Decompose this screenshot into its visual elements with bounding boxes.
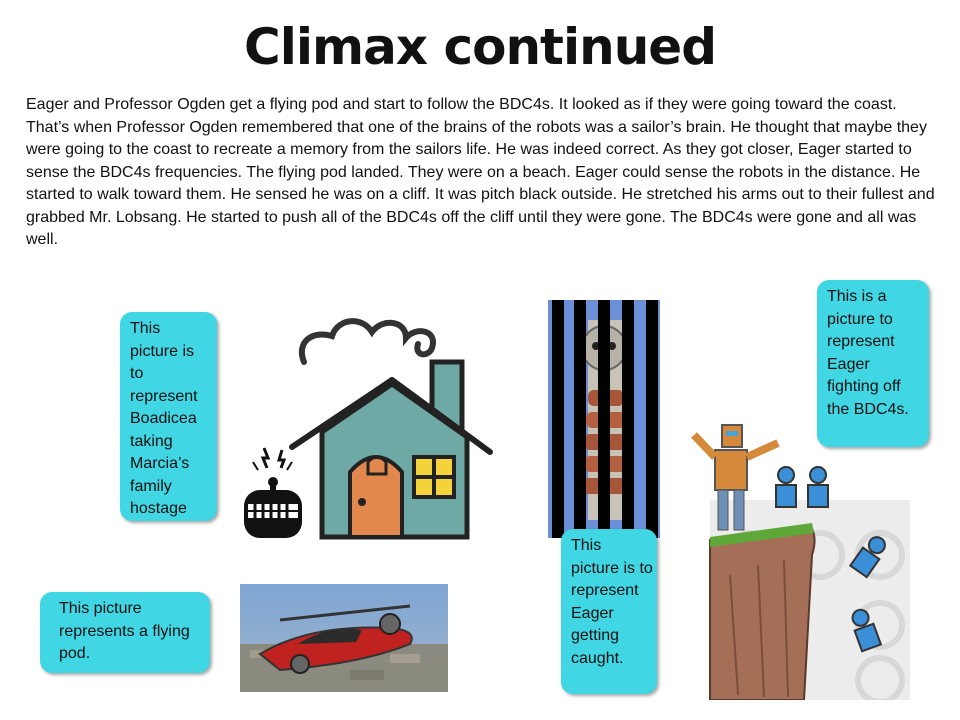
robot-cliff-icon bbox=[680, 405, 910, 700]
jail-bars-icon bbox=[548, 300, 660, 538]
callout-fighting-text: This is a picture to represent Eager fighting off the BDC4s. bbox=[827, 288, 909, 418]
callout-pod bbox=[40, 592, 210, 673]
callout-house-text: This picture is to represent Boadicea taking Marcia’s family hostage bbox=[130, 320, 198, 517]
flying-pod-icon bbox=[240, 584, 448, 692]
callout-house bbox=[120, 312, 217, 521]
house-icon bbox=[282, 312, 502, 547]
slide-title: Climax continued bbox=[244, 18, 716, 76]
story-paragraph: Eager and Professor Ogden get a flying pod and start to follow the BDC4s. It looked as if they were going toward the coast. That’s when Professor Ogden remembered that one of the brains of the robots was a sailor’s brain. He thought that maybe they were going to the coast to recreate a memory from the sailors life. He was indeed correct. As they got closer, Eager started to sense the BDC4s frequencies. The flying pod landed. They were on a beach. Eager could sense the robots in the distance. He started to walk toward them. He sensed he was on a cliff. It was pitch black outside. He stretched his arms out to their fullest and grabbed Mr. Lobsang. He started to push all of the BDC4s off the cliff until they were gone. The BDC4s were gone and all was well. bbox=[26, 96, 935, 248]
callout-caught-text: This picture is to represent Eager getting caught. bbox=[571, 537, 653, 667]
callout-caught bbox=[561, 529, 657, 694]
callout-pod-text: This picture represents a flying pod. bbox=[59, 600, 190, 662]
